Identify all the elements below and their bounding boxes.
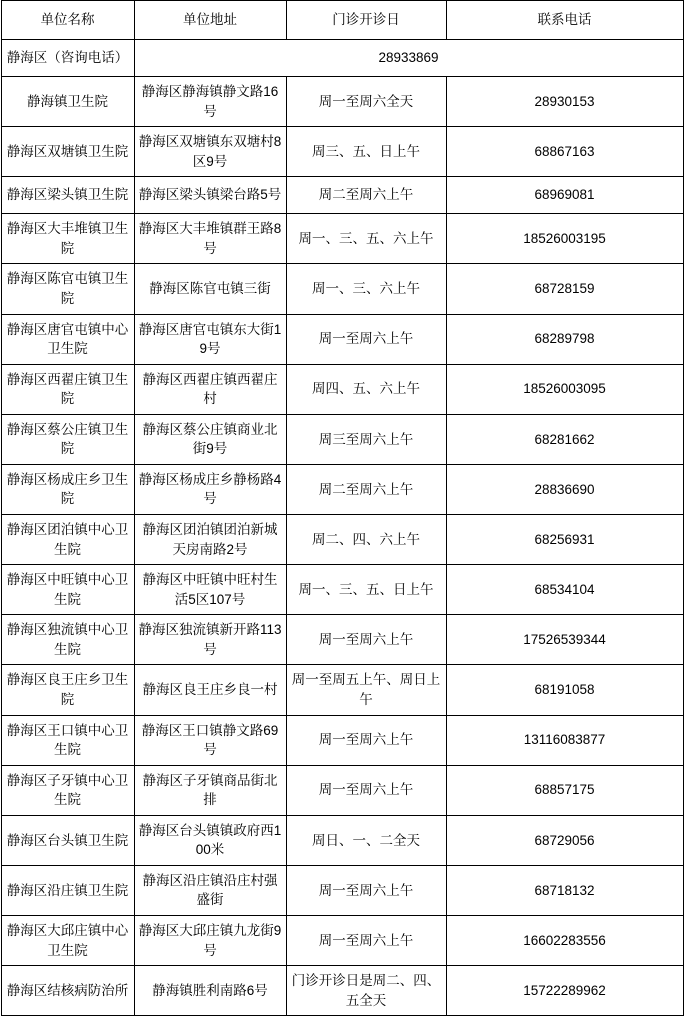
cell-unit-address: 静海区沿庄镇沿庄村强盛街 — [134, 865, 286, 915]
cell-unit-address: 静海区大丰堆镇群王路8号 — [134, 214, 286, 264]
table-row — [1, 77, 683, 127]
cell-unit-name: 静海区中旺镇中心卫生院 — [1, 565, 134, 615]
cell-clinic-days: 周一至周六上午 — [286, 314, 446, 364]
cell-unit-name: 静海区子牙镇中心卫生院 — [1, 765, 134, 815]
cell-unit-name: 静海区（咨询电话） — [1, 40, 134, 77]
table-row — [1, 464, 683, 514]
cell-unit-address: 静海区双塘镇东双塘村8区9号 — [134, 127, 286, 177]
cell-clinic-days: 周一至周六上午 — [286, 615, 446, 665]
table-row — [1, 264, 683, 314]
cell-unit-address: 静海区静海镇静文路16号 — [134, 77, 286, 127]
cell-unit-name: 静海区梁头镇卫生院 — [1, 177, 134, 214]
cell-clinic-days: 周一、三、六上午 — [286, 264, 446, 314]
cell-clinic-days: 周一至周六上午 — [286, 865, 446, 915]
cell-unit-name: 静海区独流镇中心卫生院 — [1, 615, 134, 665]
cell-unit-name: 静海区唐官屯镇中心卫生院 — [1, 314, 134, 364]
cell-unit-address: 静海区中旺镇中旺村生活5区107号 — [134, 565, 286, 615]
cell-contact-phone: 68718132 — [446, 865, 683, 915]
cell-unit-name: 静海区蔡公庄镇卫生院 — [1, 414, 134, 464]
cell-unit-name: 静海区陈官屯镇卫生院 — [1, 264, 134, 314]
cell-contact-phone: 68728159 — [446, 264, 683, 314]
cell-unit-name: 静海区西翟庄镇卫生院 — [1, 364, 134, 414]
cell-clinic-days: 周四、五、六上午 — [286, 364, 446, 414]
cell-unit-address: 静海区蔡公庄镇商业北街9号 — [134, 414, 286, 464]
table-row — [1, 127, 683, 177]
cell-contact-phone: 68534104 — [446, 565, 683, 615]
column-header-contact-phone: 联系电话 — [446, 1, 683, 40]
cell-contact-phone: 68969081 — [446, 177, 683, 214]
cell-unit-name: 静海区团泊镇中心卫生院 — [1, 515, 134, 565]
cell-clinic-days: 周二至周六上午 — [286, 464, 446, 514]
cell-contact-phone: 68281662 — [446, 414, 683, 464]
cell-unit-name: 静海区杨成庄乡卫生院 — [1, 464, 134, 514]
cell-clinic-days: 周三、五、日上午 — [286, 127, 446, 177]
cell-clinic-days: 周一、三、五、六上午 — [286, 214, 446, 264]
cell-clinic-days: 周二、四、六上午 — [286, 515, 446, 565]
table-row — [1, 765, 683, 815]
table-row — [1, 314, 683, 364]
cell-clinic-days: 周一至周六全天 — [286, 77, 446, 127]
table-row — [1, 916, 683, 966]
cell-clinic-days: 周一至周六上午 — [286, 715, 446, 765]
cell-contact-phone: 15722289962 — [446, 966, 683, 1016]
cell-clinic-days: 周二至周六上午 — [286, 177, 446, 214]
cell-clinic-days: 周三至周六上午 — [286, 414, 446, 464]
cell-clinic-days: 门诊开诊日是周二、四、五全天 — [286, 966, 446, 1016]
cell-unit-name: 静海区良王庄乡卫生院 — [1, 665, 134, 715]
cell-unit-address: 静海区唐官屯镇东大街19号 — [134, 314, 286, 364]
column-header-unit-name: 单位名称 — [1, 1, 134, 40]
cell-clinic-days: 周一至周六上午 — [286, 765, 446, 815]
cell-unit-address: 静海区陈官屯镇三街 — [134, 264, 286, 314]
table-row — [1, 565, 683, 615]
cell-clinic-days: 周一、三、五、日上午 — [286, 565, 446, 615]
table-row — [1, 815, 683, 865]
cell-contact-phone: 28930153 — [446, 77, 683, 127]
cell-unit-name: 静海区大丰堆镇卫生院 — [1, 214, 134, 264]
cell-clinic-days: 周日、一、二全天 — [286, 815, 446, 865]
cell-contact-phone: 68256931 — [446, 515, 683, 565]
cell-contact-phone: 28836690 — [446, 464, 683, 514]
clinic-table — [1, 0, 684, 1016]
cell-consultation-phone: 28933869 — [134, 40, 683, 77]
cell-unit-address: 静海区西翟庄镇西翟庄村 — [134, 364, 286, 414]
table-row — [1, 414, 683, 464]
table-header-row — [1, 1, 683, 40]
column-header-unit-address: 单位地址 — [134, 1, 286, 40]
table-body — [1, 40, 683, 1016]
cell-unit-name: 静海区结核病防治所 — [1, 966, 134, 1016]
cell-unit-address: 静海区独流镇新开路113号 — [134, 615, 286, 665]
table-row — [1, 515, 683, 565]
table-row — [1, 364, 683, 414]
table-row — [1, 177, 683, 214]
cell-contact-phone: 18526003095 — [446, 364, 683, 414]
cell-unit-name: 静海镇卫生院 — [1, 77, 134, 127]
cell-contact-phone: 68729056 — [446, 815, 683, 865]
cell-clinic-days: 周一至周五上午、周日上午 — [286, 665, 446, 715]
table-row — [1, 615, 683, 665]
cell-unit-address: 静海镇胜利南路6号 — [134, 966, 286, 1016]
cell-unit-address: 静海区王口镇静文路69号 — [134, 715, 286, 765]
table-row — [1, 715, 683, 765]
cell-unit-address: 静海区大邱庄镇九龙街9号 — [134, 916, 286, 966]
cell-contact-phone: 13116083877 — [446, 715, 683, 765]
column-header-clinic-days: 门诊开诊日 — [286, 1, 446, 40]
cell-contact-phone: 18526003195 — [446, 214, 683, 264]
table-row — [1, 966, 683, 1016]
cell-unit-address: 静海区台头镇镇政府西100米 — [134, 815, 286, 865]
cell-contact-phone: 68857175 — [446, 765, 683, 815]
cell-contact-phone: 17526539344 — [446, 615, 683, 665]
cell-unit-address: 静海区团泊镇团泊新城天房南路2号 — [134, 515, 286, 565]
cell-unit-name: 静海区王口镇中心卫生院 — [1, 715, 134, 765]
cell-unit-address: 静海区良王庄乡良一村 — [134, 665, 286, 715]
cell-unit-address: 静海区子牙镇商品街北排 — [134, 765, 286, 815]
cell-unit-name: 静海区双塘镇卫生院 — [1, 127, 134, 177]
table-row — [1, 40, 683, 77]
table-row — [1, 214, 683, 264]
table-row — [1, 665, 683, 715]
cell-unit-name: 静海区大邱庄镇中心卫生院 — [1, 916, 134, 966]
cell-unit-address: 静海区杨成庄乡静杨路4号 — [134, 464, 286, 514]
cell-unit-name: 静海区台头镇卫生院 — [1, 815, 134, 865]
table-header — [1, 1, 683, 40]
cell-contact-phone: 68289798 — [446, 314, 683, 364]
cell-clinic-days: 周一至周六上午 — [286, 916, 446, 966]
cell-contact-phone: 68191058 — [446, 665, 683, 715]
cell-contact-phone: 16602283556 — [446, 916, 683, 966]
cell-contact-phone: 68867163 — [446, 127, 683, 177]
cell-unit-name: 静海区沿庄镇卫生院 — [1, 865, 134, 915]
table-row — [1, 865, 683, 915]
cell-unit-address: 静海区梁头镇梁台路5号 — [134, 177, 286, 214]
